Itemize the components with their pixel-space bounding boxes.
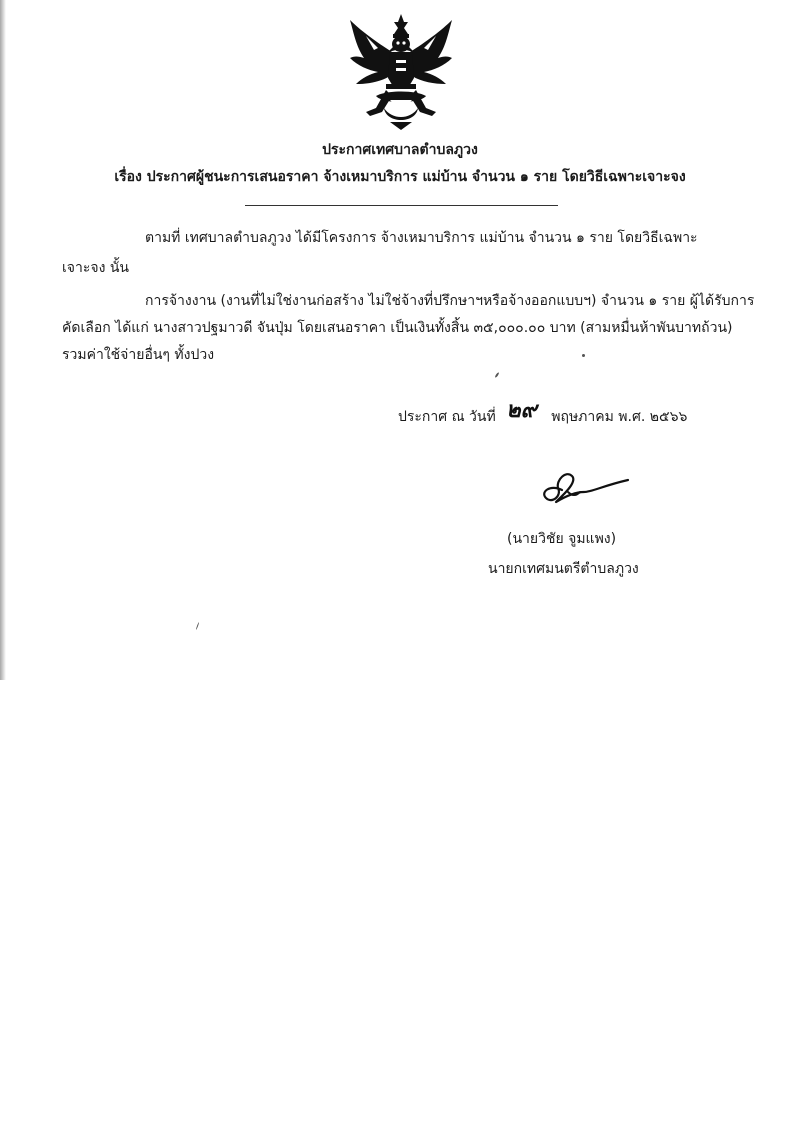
org-title: ประกาศเทศบาลตำบลภูวง bbox=[322, 142, 478, 158]
signature-icon bbox=[532, 462, 632, 506]
announcement-prefix: ประกาศ ณ วันที่ bbox=[398, 409, 496, 425]
paragraph1-line2: เจาะจง นั้น bbox=[62, 260, 129, 276]
paragraph2-line3: รวมค่าใช้จ่ายอื่นๆ ทั้งปวง bbox=[62, 347, 215, 363]
scan-speck bbox=[582, 354, 585, 357]
garuda-emblem-icon bbox=[346, 12, 456, 130]
paragraph2-line2: คัดเลือก ได้แก่ นางสาวปฐมาวดี จันปุ่ม โดยเสนอราคา เป็นเงินทั้งสิ้น ๓๕,๐๐๐.๐๐ บาท (สามหมื่นห้าพันบาทถ้วน) bbox=[62, 320, 733, 336]
announcement-month-year: พฤษภาคม พ.ศ. ๒๕๖๖ bbox=[551, 409, 688, 425]
scan-speck bbox=[494, 372, 499, 378]
announcement-date bbox=[398, 397, 688, 426]
signer-name: (นายวิชัย จูมแพง) bbox=[507, 531, 617, 547]
subject-line: เรื่อง ประกาศผู้ชนะการเสนอราคา จ้างเหมาบริการ แม่บ้าน จำนวน ๑ ราย โดยวิธีเฉพาะเจาะจง bbox=[114, 169, 686, 185]
handwritten-day: ๒๙ bbox=[506, 397, 537, 423]
paragraph2-line1: การจ้างงาน (งานที่ไม่ใช่งานก่อสร้าง ไม่ใช่จ้างที่ปรึกษาฯหรือจ้างออกแบบฯ) จำนวน ๑ ราย ผู้ได้รับการ bbox=[145, 293, 755, 309]
paragraph1-line1: ตามที่ เทศบาลตำบลภูวง ได้มีโครงการ จ้างเหมาบริการ แม่บ้าน จำนวน ๑ ราย โดยวิธีเฉพาะ bbox=[145, 230, 698, 246]
scan-edge-shadow bbox=[0, 0, 6, 680]
title-divider bbox=[245, 205, 558, 206]
scan-speck bbox=[196, 622, 200, 630]
signer-position: นายกเทศมนตรีตำบลภูวง bbox=[488, 561, 639, 577]
